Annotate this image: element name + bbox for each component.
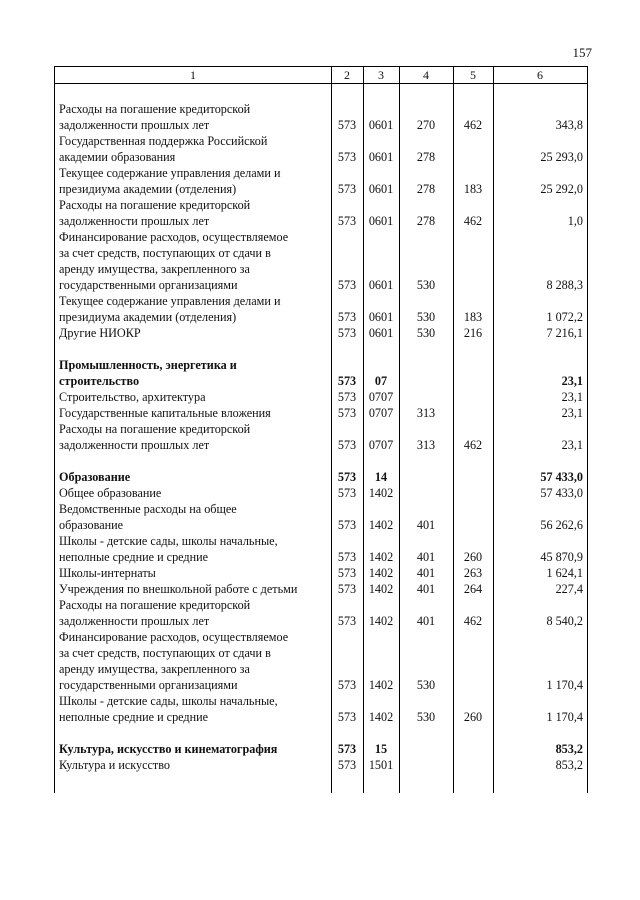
table-row xyxy=(55,565,587,581)
page-number: 157 xyxy=(572,45,592,60)
row-c2-value: 573 xyxy=(337,326,357,340)
row-c3-value: 1402 xyxy=(368,566,394,580)
budget-table xyxy=(54,66,588,793)
row-c2-value: 573 xyxy=(337,758,357,772)
table-row xyxy=(55,501,587,533)
table-row xyxy=(55,101,587,133)
row-c3-value: 07 xyxy=(374,374,388,388)
row-c6-value: 23,1 xyxy=(561,390,583,404)
row-c5-value: 263 xyxy=(463,566,483,580)
table-row xyxy=(55,165,587,197)
row-c5-value: 183 xyxy=(463,182,483,196)
row-description: Расходы на погашение кредиторской задолженности прошлых лет xyxy=(59,422,251,452)
table-header xyxy=(55,67,587,84)
row-c6-value: 343,8 xyxy=(555,118,583,132)
row-c2-value: 573 xyxy=(337,518,357,532)
row-c6-value: 45 870,9 xyxy=(540,550,583,564)
table-row xyxy=(55,469,587,485)
table-row xyxy=(55,293,587,325)
row-c3-value: 1402 xyxy=(368,678,394,692)
row-c4-value: 278 xyxy=(416,182,436,196)
row-description: Государственные капитальные вложения xyxy=(59,406,271,420)
row-c2-value: 573 xyxy=(337,278,357,292)
row-c2-value: 573 xyxy=(337,150,357,164)
row-description: Расходы на погашение кредиторской задолженности прошлых лет xyxy=(59,598,251,628)
row-c2-value: 573 xyxy=(337,566,357,580)
row-description: Ведомственные расходы на общее образование xyxy=(59,502,237,532)
row-c3-value: 0707 xyxy=(368,438,394,452)
row-c2-value: 573 xyxy=(337,678,357,692)
row-c4-value: 530 xyxy=(416,710,436,724)
row-c5-value: 260 xyxy=(463,550,483,564)
row-description: Расходы на погашение кредиторской задолженности прошлых лет xyxy=(59,198,251,228)
table-row xyxy=(55,597,587,629)
row-c6-value: 23,1 xyxy=(561,406,583,420)
row-c2-value: 573 xyxy=(337,742,357,756)
row-description: Школы - детские сады, школы начальные, неполные средние и средние xyxy=(59,694,278,724)
row-c3-value: 14 xyxy=(374,470,388,484)
table-spacer xyxy=(55,341,587,357)
row-c6-value: 853,2 xyxy=(555,758,583,772)
header-col-4: 4 xyxy=(423,68,429,82)
table-row xyxy=(55,421,587,453)
row-description: Строительство, архитектура xyxy=(59,390,206,404)
table-row xyxy=(55,357,587,389)
row-c2-value: 573 xyxy=(337,550,357,564)
row-c4-value: 530 xyxy=(416,310,436,324)
row-c4-value: 278 xyxy=(416,214,436,228)
table-row xyxy=(55,533,587,565)
row-c2-value: 573 xyxy=(337,438,357,452)
row-c6-value: 8 288,3 xyxy=(546,278,583,292)
row-c4-value: 401 xyxy=(416,614,436,628)
row-c5-value: 216 xyxy=(463,326,483,340)
table-row xyxy=(55,325,587,341)
row-c6-value: 1 170,4 xyxy=(546,710,583,724)
row-description: Текущее содержание управления делами и президиума академии (отделения) xyxy=(59,294,281,324)
row-c5-value: 183 xyxy=(463,310,483,324)
table-row xyxy=(55,133,587,165)
row-c6-value: 8 540,2 xyxy=(546,614,583,628)
row-description: Культура, искусство и кинематография xyxy=(59,742,278,756)
row-c3-value: 0601 xyxy=(368,278,394,292)
row-c6-value: 23,1 xyxy=(561,374,583,388)
row-c4-value: 313 xyxy=(416,438,436,452)
row-c3-value: 0707 xyxy=(368,390,394,404)
row-c2-value: 573 xyxy=(337,470,357,484)
table-row xyxy=(55,229,587,293)
row-c6-value: 853,2 xyxy=(555,742,583,756)
row-c4-value: 313 xyxy=(416,406,436,420)
row-c3-value: 1402 xyxy=(368,486,394,500)
row-c3-value: 1402 xyxy=(368,550,394,564)
row-description: Государственная поддержка Российской академии образования xyxy=(59,134,268,164)
row-c3-value: 0601 xyxy=(368,118,394,132)
row-c6-value: 57 433,0 xyxy=(540,486,583,500)
row-description: Школы - детские сады, школы начальные, неполные средние и средние xyxy=(59,534,278,564)
row-c4-value: 530 xyxy=(416,278,436,292)
header-col-6: 6 xyxy=(537,68,543,82)
table-row xyxy=(55,389,587,405)
row-c6-value: 1 072,2 xyxy=(546,310,583,324)
row-c4-value: 270 xyxy=(416,118,436,132)
row-c4-value: 401 xyxy=(416,550,436,564)
row-c6-value: 25 293,0 xyxy=(540,150,583,164)
row-c3-value: 1402 xyxy=(368,614,394,628)
row-c6-value: 56 262,6 xyxy=(540,518,583,532)
row-c5-value: 462 xyxy=(463,438,483,452)
row-description: Финансирование расходов, осуществляемое за счет средств, поступающих от сдачи в аренду имущества, закрепленного за государственными организациями xyxy=(59,230,289,292)
row-c2-value: 573 xyxy=(337,582,357,596)
table-spacer xyxy=(55,725,587,741)
header-col-5: 5 xyxy=(470,68,476,82)
row-c2-value: 573 xyxy=(337,214,357,228)
row-c4-value: 530 xyxy=(416,326,436,340)
row-c5-value: 462 xyxy=(463,214,483,228)
row-c6-value: 1 624,1 xyxy=(546,566,583,580)
row-c6-value: 1 170,4 xyxy=(546,678,583,692)
row-c6-value: 227,4 xyxy=(555,582,583,596)
table-row xyxy=(55,693,587,725)
table-row xyxy=(55,741,587,757)
row-c3-value: 0601 xyxy=(368,150,394,164)
row-description: Учреждения по внешкольной работе с детьми xyxy=(59,582,298,596)
row-c2-value: 573 xyxy=(337,486,357,500)
header-col-1: 1 xyxy=(190,68,196,82)
row-c2-value: 573 xyxy=(337,614,357,628)
row-c2-value: 573 xyxy=(337,390,357,404)
table-row xyxy=(55,405,587,421)
row-c3-value: 0601 xyxy=(368,214,394,228)
row-c4-value: 401 xyxy=(416,566,436,580)
row-c5-value: 264 xyxy=(463,582,483,596)
row-c6-value: 57 433,0 xyxy=(540,470,583,484)
row-c6-value: 1,0 xyxy=(567,214,583,228)
row-c3-value: 0707 xyxy=(368,406,394,420)
row-description: Образование xyxy=(59,470,131,484)
row-c3-value: 1501 xyxy=(368,758,394,772)
table-spacer xyxy=(55,85,587,101)
table-row xyxy=(55,629,587,693)
row-c2-value: 573 xyxy=(337,406,357,420)
row-c3-value: 15 xyxy=(374,742,388,756)
row-description: Промышленность, энергетика и строительство xyxy=(59,358,237,388)
row-description: Культура и искусство xyxy=(59,758,171,772)
table-row xyxy=(55,581,587,597)
row-c3-value: 1402 xyxy=(368,518,394,532)
row-c6-value: 7 216,1 xyxy=(546,326,583,340)
row-description: Финансирование расходов, осуществляемое за счет средств, поступающих от сдачи в аренду имущества, закрепленного за государственными организациями xyxy=(59,630,289,692)
table-row xyxy=(55,757,587,773)
table-row xyxy=(55,197,587,229)
row-description: Текущее содержание управления делами и президиума академии (отделения) xyxy=(59,166,281,196)
row-description: Другие НИОКР xyxy=(59,326,141,340)
row-description: Школы-интернаты xyxy=(59,566,156,580)
row-c3-value: 0601 xyxy=(368,310,394,324)
row-c4-value: 401 xyxy=(416,518,436,532)
row-c5-value: 462 xyxy=(463,118,483,132)
row-c2-value: 573 xyxy=(337,374,357,388)
header-col-2: 2 xyxy=(344,68,350,82)
row-c5-value: 260 xyxy=(463,710,483,724)
row-c3-value: 0601 xyxy=(368,326,394,340)
header-col-3: 3 xyxy=(378,68,384,82)
row-description: Расходы на погашение кредиторской задолженности прошлых лет xyxy=(59,102,251,132)
row-c4-value: 401 xyxy=(416,582,436,596)
row-description: Общее образование xyxy=(59,486,162,500)
row-c3-value: 1402 xyxy=(368,582,394,596)
row-c3-value: 0601 xyxy=(368,182,394,196)
row-c6-value: 23,1 xyxy=(561,438,583,452)
table-row xyxy=(55,485,587,501)
row-c2-value: 573 xyxy=(337,182,357,196)
row-c6-value: 25 292,0 xyxy=(540,182,583,196)
row-c2-value: 573 xyxy=(337,710,357,724)
row-c4-value: 530 xyxy=(416,678,436,692)
table-body xyxy=(55,85,587,773)
row-c4-value: 278 xyxy=(416,150,436,164)
table-spacer xyxy=(55,453,587,469)
row-c3-value: 1402 xyxy=(368,710,394,724)
row-c5-value: 462 xyxy=(463,614,483,628)
row-c2-value: 573 xyxy=(337,118,357,132)
row-c2-value: 573 xyxy=(337,310,357,324)
